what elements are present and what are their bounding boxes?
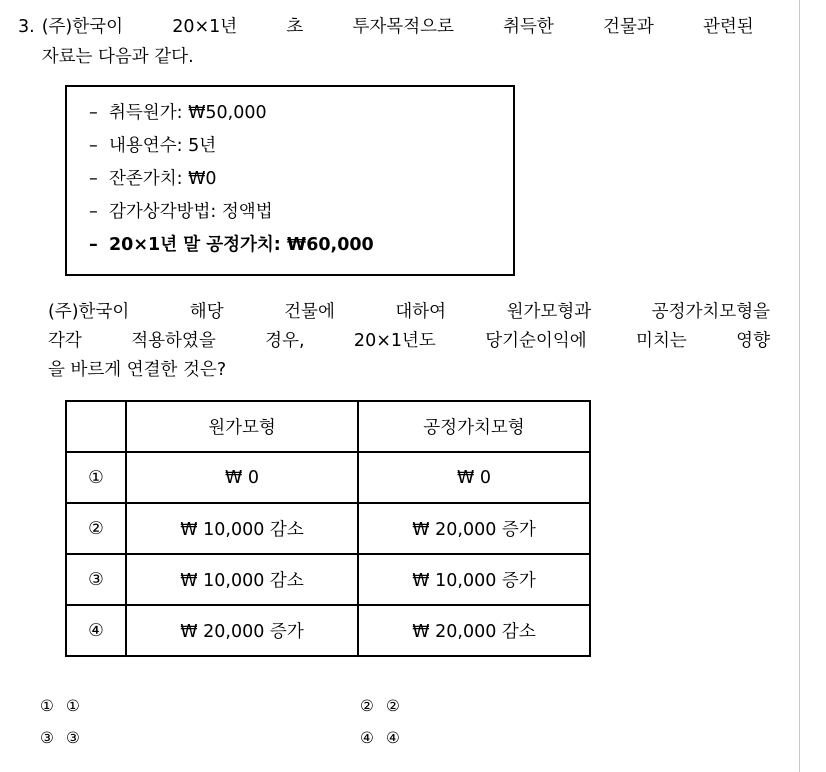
option-marker: ③ <box>40 729 54 747</box>
answer-option-2[interactable] <box>360 690 400 722</box>
table-cell-fair-value-model: ₩ 0 <box>358 452 590 503</box>
question-stem <box>18 12 770 72</box>
given-data-item-text: 20×1년 말 공정가치: ₩60,000 <box>109 235 374 255</box>
table-header-cost-model: 원가모형 <box>126 401 358 452</box>
answer-option-3[interactable] <box>40 722 360 754</box>
bullet-dash: – <box>89 169 98 189</box>
option-value: ② <box>386 697 400 715</box>
option-marker: ① <box>40 697 54 715</box>
answer-option-row <box>40 690 640 722</box>
answer-option-1[interactable] <box>40 690 360 722</box>
table-row <box>66 605 590 656</box>
answer-options <box>40 690 640 754</box>
option-value: ③ <box>66 729 80 747</box>
bullet-dash: – <box>89 136 98 156</box>
table-row-label: ① <box>66 452 126 503</box>
table-cell-cost-model: ₩ 20,000 증가 <box>126 605 358 656</box>
option-marker: ② <box>360 697 374 715</box>
answer-table-wrapper <box>65 400 591 657</box>
question-paragraph <box>48 298 770 385</box>
question-paragraph-line-3: 을 바르게 연결한 것은? <box>48 360 227 380</box>
given-data-item-text: 취득원가: ₩50,000 <box>109 103 267 123</box>
question-stem-text <box>42 12 754 72</box>
table-cell-cost-model: ₩ 10,000 감소 <box>126 503 358 554</box>
option-value: ④ <box>386 729 400 747</box>
given-data-item-text: 감가상각방법: 정액법 <box>109 202 273 222</box>
table-row <box>66 554 590 605</box>
table-row-label: ③ <box>66 554 126 605</box>
table-header-row <box>66 401 590 452</box>
given-data-item <box>67 97 513 130</box>
table-header-fair-value-model: 공정가치모형 <box>358 401 590 452</box>
answer-option-row <box>40 722 640 754</box>
table-cell-fair-value-model: ₩ 20,000 증가 <box>358 503 590 554</box>
given-data-item-text: 내용연수: 5년 <box>109 136 217 156</box>
given-data-item <box>67 229 513 262</box>
answer-option-4[interactable] <box>360 722 400 754</box>
table-cell-cost-model: ₩ 10,000 감소 <box>126 554 358 605</box>
table-cell-fair-value-model: ₩ 10,000 증가 <box>358 554 590 605</box>
table-row <box>66 503 590 554</box>
given-data-item <box>67 163 513 196</box>
question-stem-line-2: 자료는 다음과 같다. <box>41 47 194 67</box>
table-header-blank <box>66 401 126 452</box>
question-paragraph-line-1: (주)한국이 해당 건물에 대하여 원가모형과 공정가치모형을 <box>48 302 770 322</box>
question-stem-line-1: (주)한국이 20×1년 초 투자목적으로 취득한 건물과 관련된 <box>41 17 754 37</box>
given-data-item <box>67 196 513 229</box>
given-data-item <box>67 130 513 163</box>
question-number: 3. <box>18 17 35 37</box>
table-row-label: ④ <box>66 605 126 656</box>
bullet-dash: – <box>89 103 98 123</box>
given-data-box <box>65 85 515 276</box>
page-edge-divider <box>799 0 826 772</box>
table-row-label: ② <box>66 503 126 554</box>
table-row <box>66 452 590 503</box>
answer-table <box>65 400 591 657</box>
option-marker: ④ <box>360 729 374 747</box>
table-cell-cost-model: ₩ 0 <box>126 452 358 503</box>
table-cell-fair-value-model: ₩ 20,000 감소 <box>358 605 590 656</box>
bullet-dash: – <box>89 235 98 255</box>
bullet-dash: – <box>89 202 98 222</box>
question-paragraph-line-2: 각각 적용하였을 경우, 20×1년도 당기순이익에 미치는 영향 <box>48 331 770 351</box>
given-data-item-text: 잔존가치: ₩0 <box>109 169 217 189</box>
option-value: ① <box>66 697 80 715</box>
